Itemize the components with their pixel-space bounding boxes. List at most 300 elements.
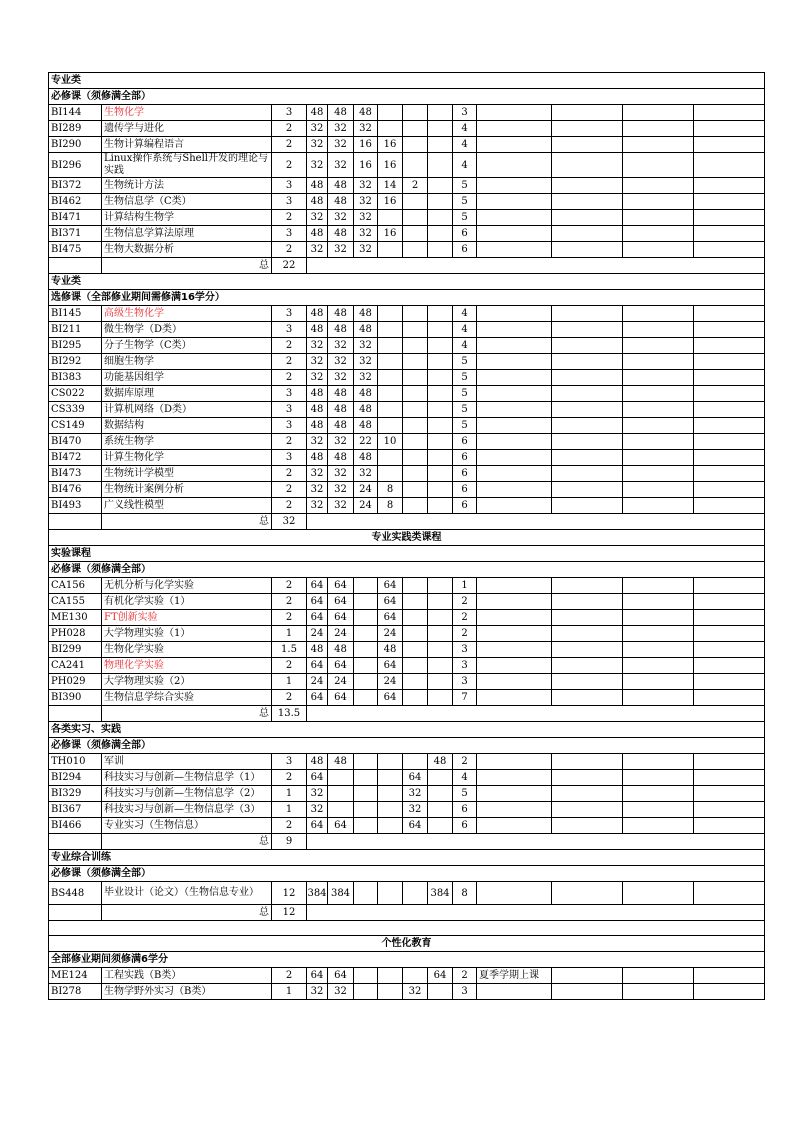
semester: 6 (453, 482, 477, 498)
practice-hours: 32 (403, 984, 428, 1000)
course-name: 生物学野外实习（B类） (102, 984, 272, 1000)
other-hours (428, 450, 453, 466)
theory-hours (354, 882, 378, 905)
extra-col-3 (694, 690, 765, 706)
practice-hours (403, 882, 428, 905)
other-hours (428, 434, 453, 450)
total-hours: 32 (307, 984, 328, 1000)
course-code: BI462 (49, 194, 102, 210)
extra-col-1 (552, 354, 623, 370)
course-row (49, 984, 765, 1000)
extra-col-1 (552, 450, 623, 466)
course-name: 计算生物化学 (102, 450, 272, 466)
theory-hours: 32 (354, 226, 378, 242)
credits: 2 (272, 466, 307, 482)
course-row (49, 137, 765, 153)
category-heading-row (49, 936, 765, 952)
other-hours (428, 802, 453, 818)
credits: 2 (272, 338, 307, 354)
other-hours (428, 610, 453, 626)
course-row (49, 370, 765, 386)
extra-col-2 (623, 210, 694, 226)
total-hours: 32 (307, 482, 328, 498)
semester: 5 (453, 386, 477, 402)
theory-hours (354, 754, 378, 770)
practice-hours (403, 968, 428, 984)
extra-col-2 (623, 770, 694, 786)
remark (477, 418, 552, 434)
extra-col-3 (694, 450, 765, 466)
section-heading-row (49, 290, 765, 306)
lab-hours (378, 242, 403, 258)
semester: 4 (453, 338, 477, 354)
remark (477, 370, 552, 386)
lecture-hours: 48 (328, 306, 354, 322)
remark (477, 121, 552, 137)
course-name: Linux操作系统与Shell开发的理论与实践 (102, 153, 272, 178)
other-hours (428, 242, 453, 258)
course-row (49, 610, 765, 626)
theory-hours (354, 578, 378, 594)
practice-hours (403, 153, 428, 178)
remark (477, 306, 552, 322)
course-name: 高级生物化学 (102, 306, 272, 322)
lab-hours (378, 466, 403, 482)
credits: 2 (272, 482, 307, 498)
course-row (49, 802, 765, 818)
remark (477, 642, 552, 658)
extra-col-2 (623, 984, 694, 1000)
theory-hours: 32 (354, 178, 378, 194)
lab-hours (378, 882, 403, 905)
remark (477, 178, 552, 194)
lab-hours (378, 770, 403, 786)
total-hours: 48 (307, 402, 328, 418)
remark (477, 674, 552, 690)
credits: 2 (272, 498, 307, 514)
lecture-hours: 48 (328, 642, 354, 658)
extra-col-1 (552, 658, 623, 674)
lecture-hours (328, 802, 354, 818)
extra-col-3 (694, 322, 765, 338)
total-spacer (49, 514, 102, 530)
semester: 5 (453, 354, 477, 370)
remark (477, 882, 552, 905)
course-code: BI476 (49, 482, 102, 498)
practice-hours (403, 466, 428, 482)
credits: 3 (272, 418, 307, 434)
credits: 1 (272, 786, 307, 802)
extra-col-3 (694, 882, 765, 905)
semester: 3 (453, 658, 477, 674)
course-code: PH029 (49, 674, 102, 690)
theory-hours: 32 (354, 194, 378, 210)
lab-hours: 64 (378, 658, 403, 674)
extra-col-2 (623, 434, 694, 450)
credits: 3 (272, 386, 307, 402)
section-heading-row (49, 952, 765, 968)
theory-hours (354, 984, 378, 1000)
course-code: BI371 (49, 226, 102, 242)
credits: 3 (272, 194, 307, 210)
theory-hours: 22 (354, 434, 378, 450)
course-name: 军训 (102, 754, 272, 770)
course-name: 生物大数据分析 (102, 242, 272, 258)
extra-col-2 (623, 786, 694, 802)
course-name: 大学物理实验（1） (102, 626, 272, 642)
course-code: BI383 (49, 370, 102, 386)
practice-hours (403, 642, 428, 658)
extra-col-3 (694, 194, 765, 210)
extra-col-3 (694, 770, 765, 786)
credits: 2 (272, 370, 307, 386)
credits: 2 (272, 434, 307, 450)
course-code: BI472 (49, 450, 102, 466)
lecture-hours (328, 770, 354, 786)
semester: 6 (453, 802, 477, 818)
practice-hours (403, 690, 428, 706)
extra-col-2 (623, 626, 694, 642)
total-spacer (49, 905, 102, 921)
course-code: BI144 (49, 105, 102, 121)
lab-hours: 8 (378, 482, 403, 498)
total-hours: 24 (307, 674, 328, 690)
semester: 1 (453, 578, 477, 594)
extra-col-1 (552, 754, 623, 770)
credits: 2 (272, 153, 307, 178)
course-row (49, 153, 765, 178)
course-code: CA156 (49, 578, 102, 594)
total-hours: 48 (307, 178, 328, 194)
other-hours (428, 370, 453, 386)
lecture-hours: 48 (328, 402, 354, 418)
extra-col-1 (552, 594, 623, 610)
practice-hours (403, 210, 428, 226)
practice-hours (403, 482, 428, 498)
total-label: 总 (102, 905, 272, 921)
course-row (49, 482, 765, 498)
credits: 2 (272, 354, 307, 370)
theory-hours: 48 (354, 322, 378, 338)
extra-col-1 (552, 610, 623, 626)
course-row (49, 194, 765, 210)
lecture-hours: 32 (328, 137, 354, 153)
course-code: BI278 (49, 984, 102, 1000)
practice-hours (403, 370, 428, 386)
practice-hours (403, 594, 428, 610)
theory-hours (354, 674, 378, 690)
theory-hours (354, 642, 378, 658)
semester: 4 (453, 306, 477, 322)
extra-col-1 (552, 818, 623, 834)
credits: 3 (272, 178, 307, 194)
extra-col-2 (623, 674, 694, 690)
lab-hours: 14 (378, 178, 403, 194)
course-code: BS448 (49, 882, 102, 905)
lab-hours (378, 370, 403, 386)
other-hours (428, 594, 453, 610)
course-code: TH010 (49, 754, 102, 770)
lecture-hours: 24 (328, 626, 354, 642)
total-hours: 64 (307, 594, 328, 610)
extra-col-3 (694, 466, 765, 482)
course-code: BI211 (49, 322, 102, 338)
extra-col-1 (552, 121, 623, 137)
theory-hours (354, 690, 378, 706)
semester: 3 (453, 105, 477, 121)
theory-hours: 24 (354, 498, 378, 514)
lecture-hours: 48 (328, 194, 354, 210)
total-remainder (307, 258, 765, 274)
course-code: BI390 (49, 690, 102, 706)
credits: 2 (272, 690, 307, 706)
lecture-hours: 32 (328, 121, 354, 137)
other-hours (428, 498, 453, 514)
other-hours (428, 674, 453, 690)
practice-hours (403, 658, 428, 674)
lecture-hours: 32 (328, 498, 354, 514)
total-hours: 64 (307, 770, 328, 786)
remark (477, 386, 552, 402)
section-heading-row (49, 850, 765, 866)
lecture-hours: 48 (328, 105, 354, 121)
course-name: 生物计算编程语言 (102, 137, 272, 153)
total-hours: 48 (307, 105, 328, 121)
extra-col-1 (552, 626, 623, 642)
course-row (49, 402, 765, 418)
total-row (49, 905, 765, 921)
credits: 3 (272, 402, 307, 418)
credits: 2 (272, 968, 307, 984)
extra-col-2 (623, 402, 694, 418)
remark (477, 105, 552, 121)
other-hours (428, 626, 453, 642)
other-hours (428, 338, 453, 354)
lecture-hours: 64 (328, 690, 354, 706)
semester: 5 (453, 402, 477, 418)
extra-col-3 (694, 594, 765, 610)
extra-col-2 (623, 968, 694, 984)
other-hours: 64 (428, 968, 453, 984)
lecture-hours: 48 (328, 386, 354, 402)
curriculum-table (48, 72, 765, 1000)
credits: 1.5 (272, 642, 307, 658)
credits: 2 (272, 242, 307, 258)
semester: 5 (453, 178, 477, 194)
semester: 6 (453, 450, 477, 466)
section-heading-row (49, 562, 765, 578)
extra-col-1 (552, 802, 623, 818)
semester: 5 (453, 194, 477, 210)
course-code: BI296 (49, 153, 102, 178)
extra-col-2 (623, 226, 694, 242)
extra-col-3 (694, 153, 765, 178)
remark (477, 818, 552, 834)
practice-hours: 64 (403, 818, 428, 834)
lab-hours (378, 121, 403, 137)
extra-col-3 (694, 754, 765, 770)
course-name: 功能基因组学 (102, 370, 272, 386)
semester: 3 (453, 674, 477, 690)
extra-col-3 (694, 226, 765, 242)
lab-hours (378, 968, 403, 984)
extra-col-2 (623, 594, 694, 610)
course-row (49, 418, 765, 434)
course-name: 广义线性模型 (102, 498, 272, 514)
total-hours: 32 (307, 121, 328, 137)
lab-hours (378, 386, 403, 402)
lab-hours (378, 210, 403, 226)
credits: 2 (272, 210, 307, 226)
section-heading: 各类实习、实践 (49, 722, 765, 738)
lecture-hours: 32 (328, 338, 354, 354)
semester: 3 (453, 984, 477, 1000)
course-code: BI290 (49, 137, 102, 153)
extra-col-3 (694, 658, 765, 674)
total-hours: 64 (307, 578, 328, 594)
section-heading: 专业类 (49, 73, 765, 89)
extra-col-3 (694, 968, 765, 984)
semester: 5 (453, 210, 477, 226)
lab-hours: 16 (378, 137, 403, 153)
remark (477, 770, 552, 786)
course-name: 专业实习（生物信息） (102, 818, 272, 834)
course-row (49, 594, 765, 610)
total-hours: 32 (307, 802, 328, 818)
extra-col-3 (694, 137, 765, 153)
lab-hours: 48 (378, 642, 403, 658)
lab-hours (378, 450, 403, 466)
total-credits: 32 (272, 514, 307, 530)
section-heading-row (49, 89, 765, 105)
extra-col-1 (552, 690, 623, 706)
other-hours (428, 658, 453, 674)
theory-hours (354, 610, 378, 626)
lab-hours: 16 (378, 153, 403, 178)
total-label: 总 (102, 514, 272, 530)
total-hours: 48 (307, 322, 328, 338)
section-heading: 实验课程 (49, 546, 765, 562)
extra-col-3 (694, 578, 765, 594)
extra-col-1 (552, 194, 623, 210)
semester: 4 (453, 770, 477, 786)
extra-col-2 (623, 658, 694, 674)
credits: 1 (272, 674, 307, 690)
credits: 1 (272, 626, 307, 642)
extra-col-1 (552, 418, 623, 434)
lab-hours: 16 (378, 226, 403, 242)
course-code: BI473 (49, 466, 102, 482)
extra-col-2 (623, 818, 694, 834)
theory-hours: 48 (354, 105, 378, 121)
lab-hours: 64 (378, 578, 403, 594)
extra-col-1 (552, 968, 623, 984)
extra-col-3 (694, 210, 765, 226)
course-code: BI292 (49, 354, 102, 370)
theory-hours: 16 (354, 153, 378, 178)
practice-hours (403, 402, 428, 418)
extra-col-1 (552, 498, 623, 514)
extra-col-1 (552, 226, 623, 242)
course-name: 生物信息学算法原理 (102, 226, 272, 242)
theory-hours (354, 594, 378, 610)
course-row (49, 354, 765, 370)
total-hours: 32 (307, 210, 328, 226)
theory-hours (354, 818, 378, 834)
other-hours: 384 (428, 882, 453, 905)
other-hours (428, 642, 453, 658)
lecture-hours: 32 (328, 482, 354, 498)
theory-hours: 48 (354, 386, 378, 402)
extra-col-1 (552, 402, 623, 418)
course-name: 系统生物学 (102, 434, 272, 450)
remark (477, 466, 552, 482)
semester: 4 (453, 153, 477, 178)
course-name: 计算结构生物学 (102, 210, 272, 226)
lecture-hours: 32 (328, 466, 354, 482)
credits: 3 (272, 450, 307, 466)
extra-col-2 (623, 354, 694, 370)
practice-hours (403, 242, 428, 258)
theory-hours (354, 658, 378, 674)
practice-hours (403, 610, 428, 626)
semester: 5 (453, 370, 477, 386)
practice-hours: 2 (403, 178, 428, 194)
section-heading-row (49, 274, 765, 290)
credits: 3 (272, 754, 307, 770)
extra-col-1 (552, 153, 623, 178)
remark (477, 153, 552, 178)
other-hours (428, 226, 453, 242)
section-heading: 必修课（须修满全部） (49, 738, 765, 754)
total-hours: 384 (307, 882, 328, 905)
theory-hours: 32 (354, 466, 378, 482)
extra-col-3 (694, 402, 765, 418)
extra-col-1 (552, 137, 623, 153)
semester: 4 (453, 322, 477, 338)
remark (477, 754, 552, 770)
course-name: 计算机网络（D类） (102, 402, 272, 418)
course-name: 生物信息学（C类） (102, 194, 272, 210)
practice-hours (403, 626, 428, 642)
semester: 6 (453, 226, 477, 242)
practice-hours (403, 498, 428, 514)
extra-col-3 (694, 984, 765, 1000)
theory-hours: 48 (354, 450, 378, 466)
extra-col-3 (694, 818, 765, 834)
semester: 6 (453, 466, 477, 482)
practice-hours (403, 137, 428, 153)
lab-hours (378, 402, 403, 418)
course-row (49, 386, 765, 402)
extra-col-2 (623, 690, 694, 706)
total-row (49, 514, 765, 530)
extra-col-2 (623, 754, 694, 770)
other-hours (428, 306, 453, 322)
extra-col-3 (694, 242, 765, 258)
remark (477, 594, 552, 610)
practice-hours (403, 121, 428, 137)
extra-col-3 (694, 498, 765, 514)
extra-col-1 (552, 482, 623, 498)
practice-hours: 32 (403, 802, 428, 818)
total-hours: 64 (307, 690, 328, 706)
course-row (49, 690, 765, 706)
theory-hours: 32 (354, 242, 378, 258)
total-hours: 48 (307, 226, 328, 242)
credits: 2 (272, 610, 307, 626)
remark (477, 802, 552, 818)
